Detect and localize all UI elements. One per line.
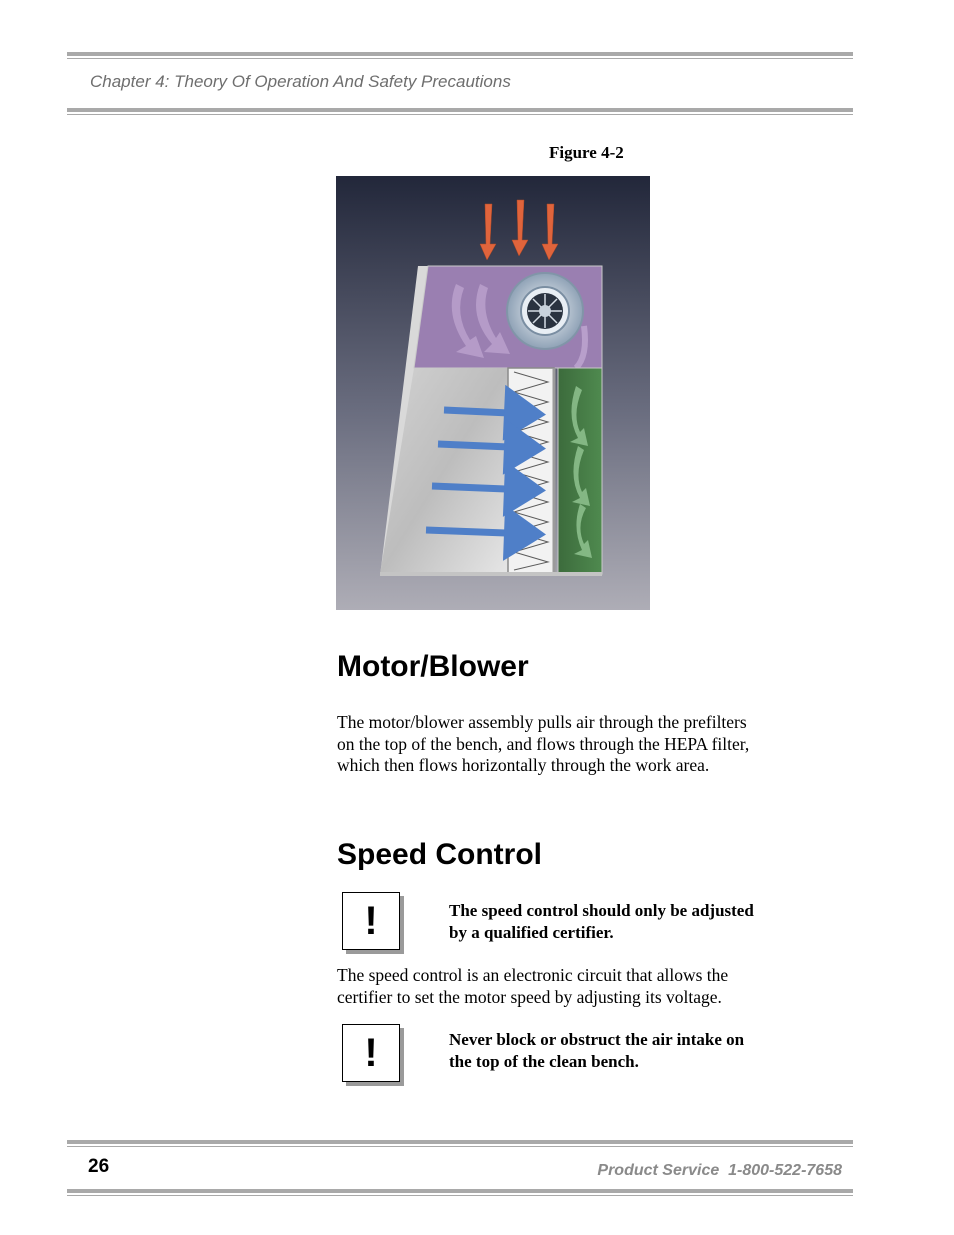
footer-rule-top: [67, 1140, 853, 1147]
footer-rule-bottom: [67, 1189, 853, 1196]
product-service-phone: Product Service 1-800-522-7658: [597, 1162, 842, 1179]
warning-icon: !: [342, 1024, 400, 1082]
header-rule-bottom: [67, 108, 853, 115]
figure-caption: Figure 4-2: [549, 143, 624, 162]
warning-text-air-intake: Never block or obstruct the air intake on the top of the clean bench.: [449, 1030, 745, 1071]
page-number: 26: [88, 1156, 110, 1177]
header-rule-top: [67, 52, 853, 59]
warning-icon: !: [342, 892, 400, 950]
airflow-diagram: [336, 176, 650, 610]
warning-text-certifier: The speed control should only be adjusted by a qualified certifier.: [449, 901, 754, 942]
motor-blower-heading: Motor/Blower: [337, 650, 529, 683]
chapter-title: Chapter 4: Theory Of Operation And Safety Precautions: [90, 72, 511, 91]
speed-control-paragraph: The speed control is an electronic circuit that allows the certifier to set the motor speed by adjusting its voltage.: [337, 965, 729, 1007]
speed-control-heading: Speed Control: [337, 838, 543, 871]
motor-blower-paragraph: The motor/blower assembly pulls air through the prefilters on the top of the bench, and flows through the HEPA filter, which then flows horizontally through the work area.: [337, 712, 750, 775]
